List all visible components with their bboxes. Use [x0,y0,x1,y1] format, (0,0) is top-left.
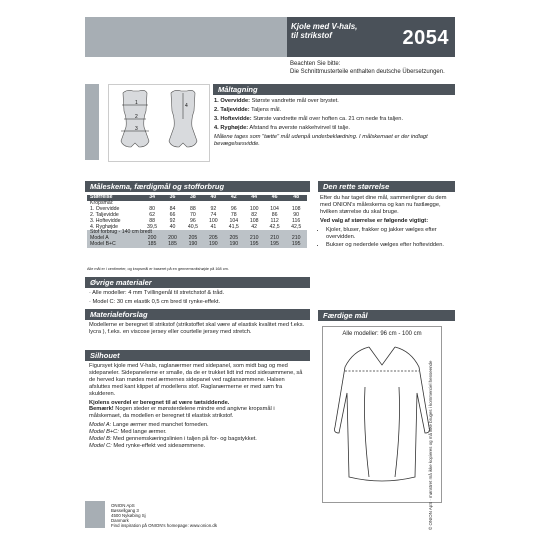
faerdig-heading: Færdige mål [318,310,455,321]
silhouet-text: Figursyet kjole med V-hals, raglanærmer med sidepanel, som midt bag og med sidepaneler. Sidepanelerne er smalle, da de er trukket lidt ind mod sidesømmene, så de herved kan rnødes med ærmernes sidepanel ved raglansømmene. Halsen afsluttes med kant klippet af modellens stof. Raglanærmerne er med søm fra skulderen. Kjolens overdel er beregnet til at være tætsiddende. Bemærk! Nogen steder er mønsterdelene mindre end angivne kropsmål i målskemaet, da modellen er beregnet til elastisk strikstof. Model A: Lange ærmer med manchet forneden. Model B+C: Med lange ærmer. Model B: Med gennemskæringslinien i taljen på for- og bagstykket. Model C: Med rynke-effekt ved sidesømmene. [89,363,307,450]
ovrige-list [89,290,309,308]
list-item: • Bukser og nederdele vælges efter hoftevidden. [326,242,450,249]
dress-drawing-icon [323,327,441,502]
rette-text: Efter du har taget dine mål, sammenligner du dem med ONION's måleskema og kan nu fastlægge, hvilken størrelse du skal bruge. Ved valg af størrelse er følgende vigtigt: • Kjoler, bluser, frakker og jakker vælges efter overvidden. • Bukser og nederdele vælges efter hoftevidden. [320,195,450,251]
maltagning-item: 1. Overvidde: Største vandrette mål over brystet. [214,98,339,104]
table-row: 4. Ryghøjde 39,5 40 40,5 41 41,5 42 42,5 42,5 [90,223,302,230]
table-row: 1. Overvidde 80 84 88 92 96 100 104 108 [90,205,301,212]
table-row: Stof forbrug - 140 cm bredt [87,230,307,236]
list-item: Model C: Med rynke-effekt ved sidesømmene. [89,442,206,449]
table-row: Model A 200 200 205 205 205 210 210 210 [87,236,307,242]
maltagning-item: 4. Ryghøjde: Afstand fra øverste nakkehvirvel til talje. [214,124,350,131]
maaleskema-heading: Måleskema, færdigmål og stofforbrug [85,181,310,192]
maltagning-item: 2. Taljevidde: Taljens mål. [214,106,282,113]
svg-text:3: 3 [135,126,138,132]
table-footnote: Alle mål er i centimeter, og kropsmål er baseret på en gennemsnitshøjde på 168 cm. [87,267,229,271]
maltagning-heading: Måltagning [213,84,455,95]
pattern-sheet [85,17,455,528]
maltagning-item: 3. Hoftevidde: Største vandrette mål over hoften ca. 21 cm nede fra taljen. [214,115,404,122]
footer-address: ONION ApS Bøssellgang 3 4500 Nykøbing Sj Danmark Find inspiration på ONION's homepage: www.onion.dk [111,503,218,528]
silhouet-heading: Silhouet [85,350,310,361]
svg-text:1: 1 [135,100,138,106]
materialeforslag-heading: Materialeforslag [85,309,310,320]
footer [85,501,455,528]
size-table-header: Størrelse 34 36 38 40 42 44 46 48 [87,195,307,201]
svg-text:4: 4 [185,103,188,109]
finished-measurements-box [322,326,442,503]
pattern-number: 2054 [402,27,449,49]
pattern-title: Kjole med V-hals, til strikstof [291,22,358,40]
table-row: Model B+C 185 185 190 190 190 195 195 195 [87,242,307,248]
footer-gray-block [85,501,105,528]
rette-list [320,227,450,250]
list-item: Model B+C: Med lange ærmer. [89,429,167,436]
maltagning-list [214,98,452,149]
side-gray-block [85,84,99,160]
rette-heading: Den rette størrelse [318,181,455,192]
header-title-block [287,17,455,57]
table-row: 2. Taljevidde 62 66 70 74 78 82 86 90 [90,211,300,218]
german-note: Beachten Sie bitte: Die Schnittmusterteile enthalten deutsche Übersetzungen. [290,61,445,75]
copyright-note: © ONION ApS · mønstret må ikke kopieres og må ikke bruges i kommerciel henseende [428,360,433,530]
header-gray-block [85,17,287,57]
materialeforslag-text: Modellerne er beregnet til strikstof (strikstoffet skal være af elastisk kvalitet med f.eks. lycra ), f.eks. en viscose jersey eller courtelle jersey med stretch. [89,322,305,335]
ovrige-heading: Øvrige materialer [85,277,310,288]
size-table [87,195,307,248]
finished-measurements-label: Alle modeller: 96 cm - 100 cm [342,331,422,337]
list-item: • Kjoler, bluser, frakker og jakker vælges efter overvidden. [326,227,450,241]
list-item: Model B: Med gennemskæringslinien i taljen på for- og bagstykket. [89,436,257,443]
table-row: Kropsmål: [90,199,114,206]
measurement-figure [108,84,210,162]
list-item: Model A: Lange ærmer med manchet forneden. [89,422,209,429]
svg-text:2: 2 [135,114,138,120]
list-item: · Alle modeller: 4 mm Tvillingenål til stretchstof & tråd. [89,290,225,296]
body-figure-icon [109,85,209,161]
maltagning-closing: Målene tages som "tætte" mål udenpå underbeklædning. I målskemaet er der indlagt bevægelsesvidde. [214,133,428,147]
list-item: · Model C: 30 cm elastik 0,5 cm bred til rynke-effekt. [89,298,221,305]
table-row: 3. Hoftevidde 88 92 96 100 104 108 112 116 [90,217,301,224]
